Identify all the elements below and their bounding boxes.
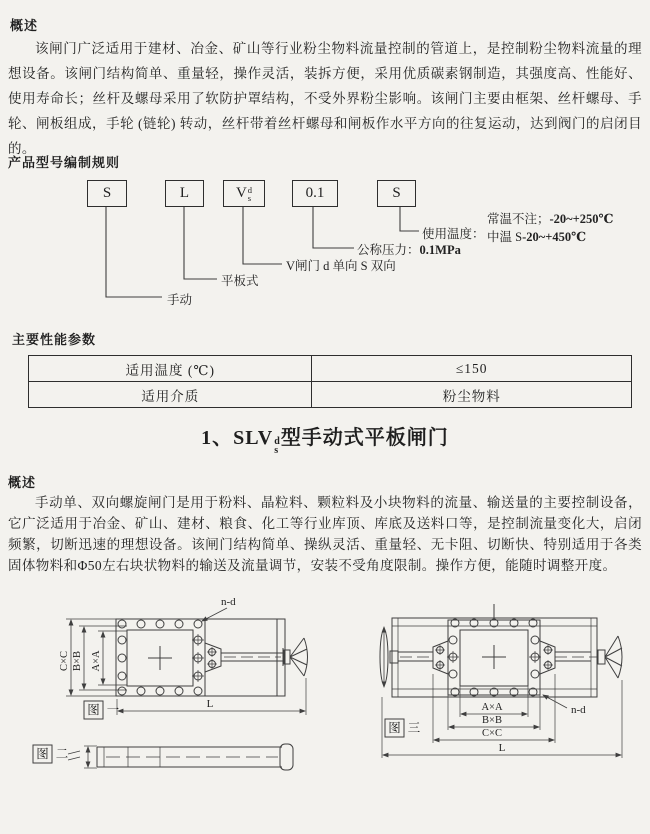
page-title-sup: d xyxy=(274,436,281,447)
model-box-v-supsub xyxy=(248,186,252,202)
model-box-pressure xyxy=(292,180,338,207)
label-temp-line2-value: -20~+450℃ xyxy=(522,230,587,244)
table-row xyxy=(29,382,632,408)
performance-heading: 主要性能参数 xyxy=(12,332,97,347)
model-box-s2 xyxy=(377,180,416,207)
fig1-label-boxed: 图 xyxy=(87,703,100,717)
fig1-drawing xyxy=(66,608,308,719)
fig3-dim-aa: A×A xyxy=(481,702,503,713)
label-temp-line1-value: -20~+250℃ xyxy=(549,212,614,226)
model-box-s1-label: S xyxy=(102,185,112,201)
table-cell-temp-label: 适用温度 (℃) xyxy=(29,356,312,382)
connector-pressure xyxy=(313,206,354,248)
label-temp-line1 xyxy=(487,209,614,227)
label-temp-line2-prefix: 中温 S xyxy=(487,230,523,244)
label-manual: 手动 xyxy=(167,293,193,307)
connector-flat xyxy=(184,206,217,279)
label-valve-dir: V闸门 d 单向 S 双向 xyxy=(286,259,396,273)
page-title-sub: s xyxy=(274,445,280,456)
fig3-label-boxed: 图 xyxy=(388,721,401,735)
label-pressure-prefix: 公称压力： xyxy=(357,243,420,257)
model-box-l xyxy=(165,180,204,207)
page-title-suffix: 型手动式平板闸门 xyxy=(280,427,449,449)
fig2-handwheel-edge xyxy=(280,744,293,770)
connector-temp xyxy=(400,206,419,231)
model-box-s2-label: S xyxy=(392,185,401,201)
model-box-s1 xyxy=(87,180,127,207)
table-cell-medium-value: 粉尘物料 xyxy=(312,382,632,408)
fig3-right-handwheel xyxy=(598,636,622,678)
model-rules-heading: 产品型号编制规则 xyxy=(8,155,121,170)
figures-canvas xyxy=(0,585,650,790)
label-temp: 使用温度： xyxy=(422,227,485,241)
model-box-l-label: L xyxy=(179,185,190,201)
fig2-label-boxed: 图 xyxy=(36,747,49,761)
model-box-v-sub: s xyxy=(247,192,252,203)
model-box-pressure-label: 0.1 xyxy=(305,185,325,201)
fig3-dim-bb: B×B xyxy=(482,715,502,726)
fig2-drawing xyxy=(33,744,293,770)
fig1-dim-aa: A×A xyxy=(91,650,102,672)
fig3-left-handwheel xyxy=(380,627,398,687)
label-pressure xyxy=(357,240,461,258)
overview2-paragraph: 手动单、双向螺旋闸门是用于粉料、晶粒料、颗粒料及小块物料的流量、输送量的主要控制设备，它广泛适用于冶金、矿山、建材、粮食、化工等行业库顶、库底及送料口等，是控制流量变化大，启闭频繁，切断迅速的理想设备。该闸门结构简单、操纵灵活、重量轻、无卡阻、切断快、特别适用于各类固体物料和Φ50左右块状物料的输送及流量调节，安装不受角度限制。操作方便，能随时调整开度。 xyxy=(8,495,642,573)
connector-valve-dir xyxy=(243,206,282,264)
overview2-heading: 概述 xyxy=(8,475,37,490)
label-temp-line1-prefix: 常温不注； xyxy=(487,212,550,226)
fig1-handwheel xyxy=(284,638,308,676)
label-temp-line2 xyxy=(487,227,586,245)
fig3-dim-l: L xyxy=(498,742,506,754)
table-cell-temp-value: ≤150 xyxy=(312,356,632,382)
fig3-label-suffix: 三 xyxy=(407,721,421,735)
label-pressure-value: 0.1MPa xyxy=(419,243,461,257)
label-flat: 平板式 xyxy=(221,274,259,288)
table-row xyxy=(29,356,632,382)
model-box-v xyxy=(223,180,265,207)
page-title-prefix: 1、SLV xyxy=(201,427,274,449)
overview1-paragraph: 该闸门广泛适用于建材、冶金、矿山等行业粉尘物料流量控制的管道上，是控制粉尘物料流量的理想设备。该闸门结构简单、重量轻，操作灵活，装拆方便，采用优质碳素钢制造，其强度高、性能好、使用寿命长；丝杆及螺母采用了软防护罩结构，不受外界粉尘影响。该闸门主要由框架、丝杆螺母、手轮、闸板组成，手轮 (链轮) 转动，丝杆带着丝杆螺母和闸板作水平方向的往复运动，达到阀门的启闭目的。 xyxy=(8,41,642,156)
page-title xyxy=(0,421,650,455)
fig1-dim-bb: B×B xyxy=(72,651,83,671)
fig3-left-yoke xyxy=(433,641,448,674)
performance-table xyxy=(28,355,632,408)
model-box-v-sup: d xyxy=(247,184,253,195)
fig3-right-yoke xyxy=(540,641,555,674)
fig1-bolt-note: n-d xyxy=(221,596,236,608)
fig3-dim-cc: C×C xyxy=(482,728,502,739)
table-cell-medium-label: 适用介质 xyxy=(29,382,312,408)
fig1-label-suffix: 一 xyxy=(106,703,120,717)
fig2-label-suffix: 二 xyxy=(55,747,69,761)
fig3-bolt-note: n-d xyxy=(571,704,586,716)
fig1-dim-cc: C×C xyxy=(59,651,70,671)
overview1-heading: 概述 xyxy=(10,18,39,33)
fig1-dim-l: L xyxy=(206,698,214,710)
model-box-v-label: V xyxy=(235,185,247,201)
connector-manual xyxy=(106,206,162,297)
